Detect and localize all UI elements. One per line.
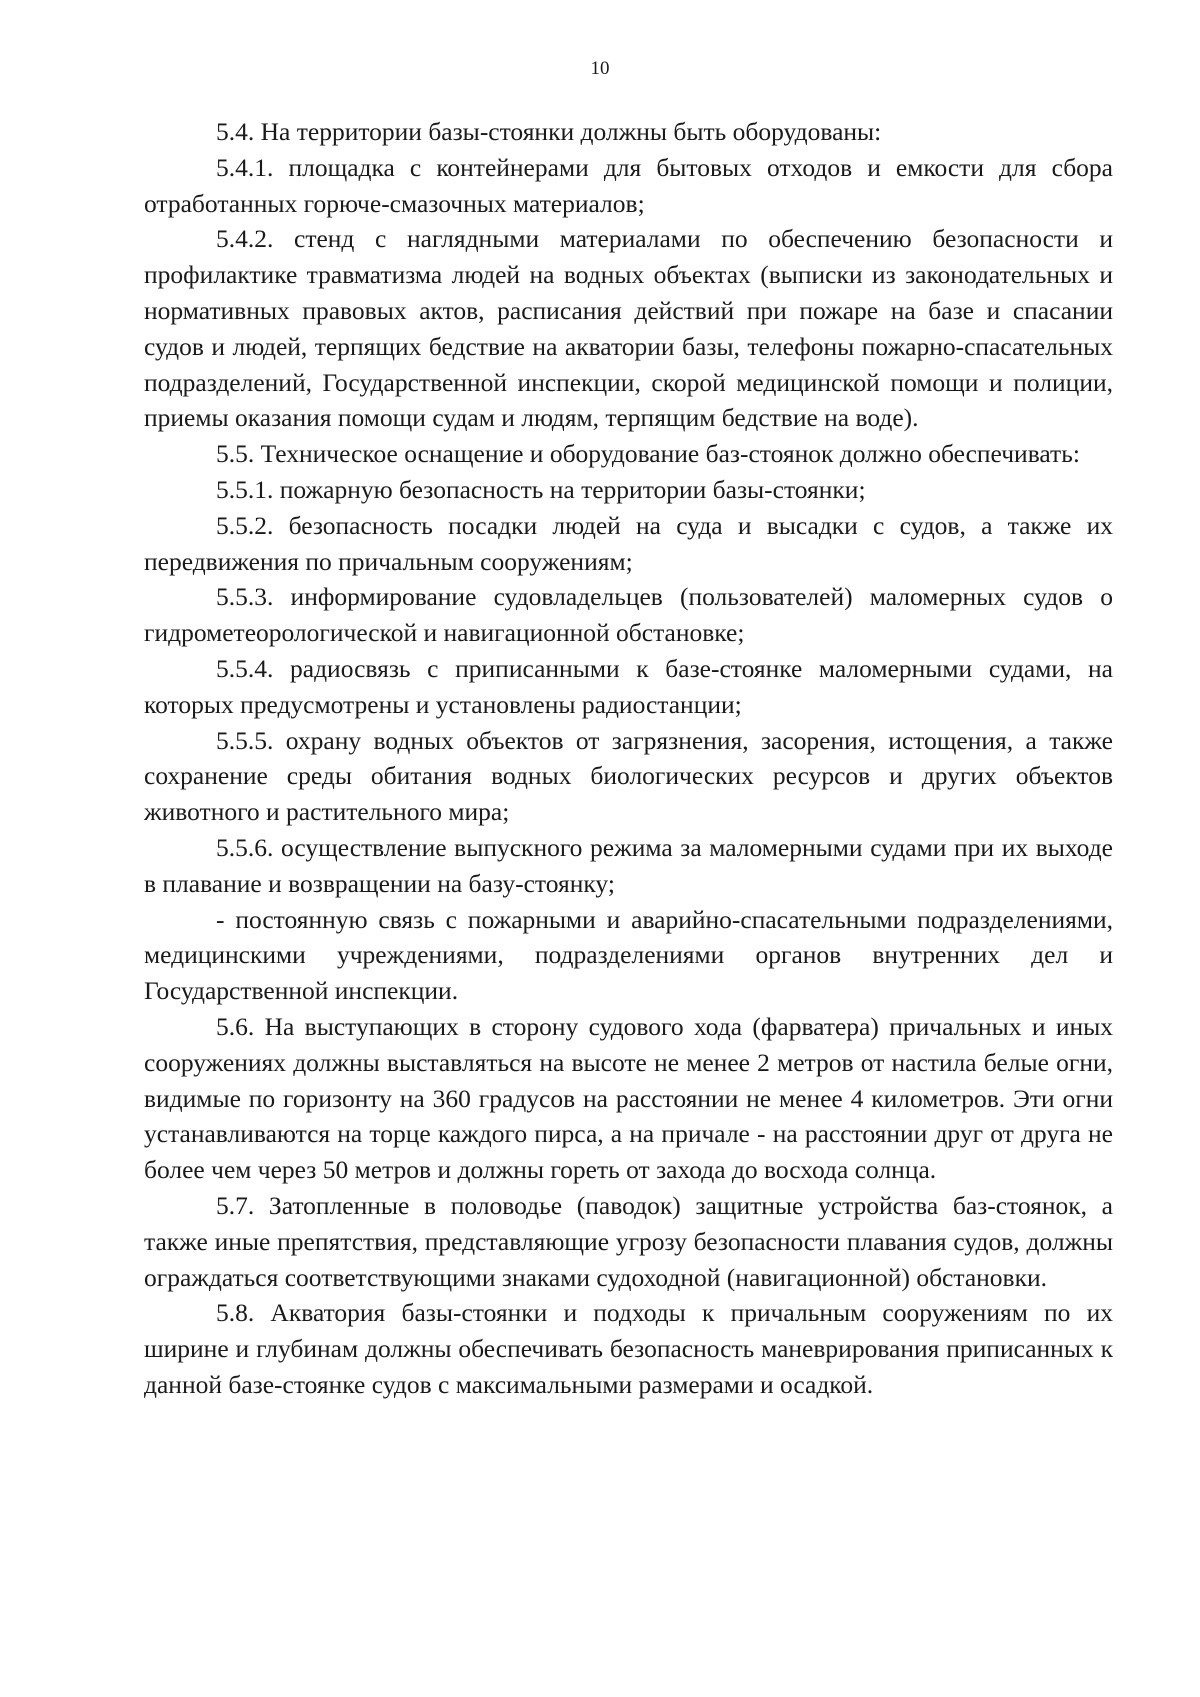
- paragraph-5-7: 5.7. Затопленные в половодье (паводок) защитные устройства баз-стоянок, а также иные препятствия, представляющие угрозу безопасности плавания судов, должны ограждаться соответствующими знаками судоходной (навигационной) обстановки.: [144, 1190, 1113, 1292]
- document-body: [144, 114, 1113, 1403]
- paragraph-5-5-1: 5.5.1. пожарную безопасность на территории базы-стоянки;: [216, 474, 866, 504]
- paragraph-dash-item: - постоянную связь с пожарными и аварийно-спасательными подразделениями, медицинскими учреждениями, подразделениями органов внутренних дел и Государственной инспекции.: [144, 904, 1113, 1006]
- paragraph-5-6: 5.6. На выступающих в сторону судового хода (фарватера) причальных и иных сооружениях должны выставляться на высоте не менее 2 метров от настила белые огни, видимые по горизонту на 360 градусов на расстоянии не менее 4 километров. Эти огни устанавливаются на торце каждого пирса, а на причале - на расстоянии друг от друга не более чем через 50 метров и должны гореть от захода до восхода солнца.: [144, 1011, 1113, 1185]
- paragraph-5-5-5: 5.5.5. охрану водных объектов от загрязнения, засорения, истощения, а также сохранение среды обитания водных биологических ресурсов и других объектов животного и растительного мира;: [144, 725, 1113, 827]
- page-number: 10: [590, 58, 610, 79]
- paragraph-5-4-2: 5.4.2. стенд с наглядными материалами по обеспечению безопасности и профилактике травматизма людей на водных объектах (выписки из законодательных и нормативных правовых актов, расписания действий при пожаре на базе и спасании судов и людей, терпящих бедствие на акватории базы, телефоны пожарно-спасательных подразделений, Государственной инспекции, скорой медицинской помощи и полиции, приемы оказания помощи судам и людям, терпящим бедствие на воде).: [144, 224, 1113, 433]
- paragraph-5-4: 5.4. На территории базы-стоянки должны быть оборудованы:: [216, 117, 882, 146]
- paragraph-5-4-1: 5.4.1. площадка с контейнерами для бытовых отходов и емкости для сбора отработанных горюче-смазочных материалов;: [144, 152, 1113, 218]
- paragraph-5-8: 5.8. Акватория базы-стоянки и подходы к причальным сооружениям по их ширине и глубинам должны обеспечивать безопасность маневрирования приписанных к данной базе-стоянке судов с максимальными размерами и осадкой.: [144, 1298, 1113, 1399]
- paragraph-5-5-3: 5.5.3. информирование судовладельцев (пользователей) маломерных судов о гидрометеорологической и навигационной обстановке;: [144, 582, 1113, 648]
- paragraph-5-5: 5.5. Техническое оснащение и оборудование баз-стоянок должно обеспечивать:: [216, 439, 1080, 469]
- paragraph-5-5-4: 5.5.4. радиосвязь с приписанными к базе-стоянке маломерными судами, на которых предусмотрены и установлены радиостанции;: [144, 653, 1113, 719]
- paragraph-5-5-2: 5.5.2. безопасность посадки людей на суда и высадки с судов, а также их передвижения по причальным сооружениям;: [144, 510, 1113, 576]
- paragraph-5-5-6: 5.5.6. осуществление выпускного режима за маломерными судами при их выходе в плавание и возвращении на базу-стоянку;: [144, 832, 1113, 898]
